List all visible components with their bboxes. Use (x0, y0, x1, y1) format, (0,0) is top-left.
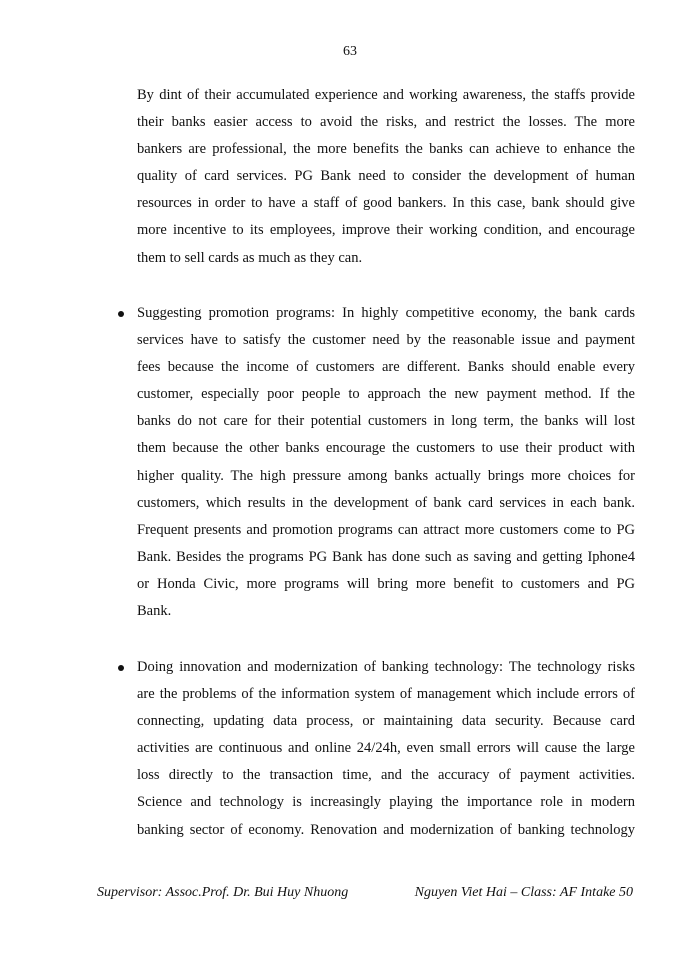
text-line: fees because the income of customers are different. Banks should enable every (137, 359, 635, 376)
text-line: their banks easier access to avoid the risks, and restrict the losses. The more (137, 114, 635, 131)
text-line: are the problems of the information system of management which include errors of (137, 686, 635, 703)
page-number: 63 (343, 44, 357, 59)
text-line: more incentive to its employees, improve their working condition, and encourage (137, 222, 635, 239)
text-line: bankers are professional, the more benefits the banks can achieve to enhance the (137, 141, 635, 158)
text-line: them because the other banks encourage the customers to use their product with (137, 440, 635, 457)
text-line: banking sector of economy. Renovation and modernization of banking technology (137, 821, 635, 838)
text-line: Bank. Besides the programs PG Bank has done such as saving and getting Iphone4 (137, 548, 635, 565)
text-line: activities are continuous and online 24/24h, even small errors will cause the large (137, 740, 635, 757)
text-line: By dint of their accumulated experience and working awareness, the staffs provide (137, 87, 635, 103)
text-line: Frequent presents and promotion programs can attract more customers come to PG (137, 521, 635, 538)
text-line: Bank. (137, 603, 172, 620)
text-line: Suggesting promotion programs: In highly competitive economy, the bank cards (137, 305, 635, 321)
text-line: customers, which results in the development of bank card services in each bank. (137, 494, 635, 511)
text-line: connecting, updating data process, or maintaining data security. Because card (137, 713, 635, 730)
bullet-banking-technology (137, 654, 635, 844)
text-line: or Honda Civic, more programs will bring more benefit to customers and PG (137, 575, 635, 592)
footer-supervisor: Supervisor: Assoc.Prof. Dr. Bui Huy Nhuong (97, 885, 349, 900)
text-line: banks do not care for their potential customers in long term, the banks will lost (137, 413, 635, 430)
bullet-icon (118, 665, 124, 671)
text-line: resources in order to have a staff of good bankers. In this case, bank should give (137, 195, 635, 212)
text-line: Doing innovation and modernization of banking technology: The technology risks (137, 659, 635, 675)
text-line: them to sell cards as much as they can. (137, 249, 363, 266)
bullet-icon (118, 311, 124, 317)
text-line: loss directly to the transaction time, and the accuracy of payment activities. (137, 767, 635, 784)
text-line: services have to satisfy the customer need by the reasonable issue and payment (137, 332, 635, 349)
text-line: quality of card services. PG Bank need to consider the development of human (137, 168, 635, 185)
text-line: customer, especially poor people to approach the new payment method. If the (137, 386, 635, 403)
footer-author: Nguyen Viet Hai – Class: AF Intake 50 (414, 885, 633, 900)
paragraph-staff-experience (137, 82, 635, 272)
text-line: higher quality. The high pressure among banks actually brings more choices for (137, 467, 635, 484)
bullet-promotion-programs (137, 300, 635, 625)
text-line: Science and technology is increasingly playing the importance role in modern (137, 794, 635, 811)
